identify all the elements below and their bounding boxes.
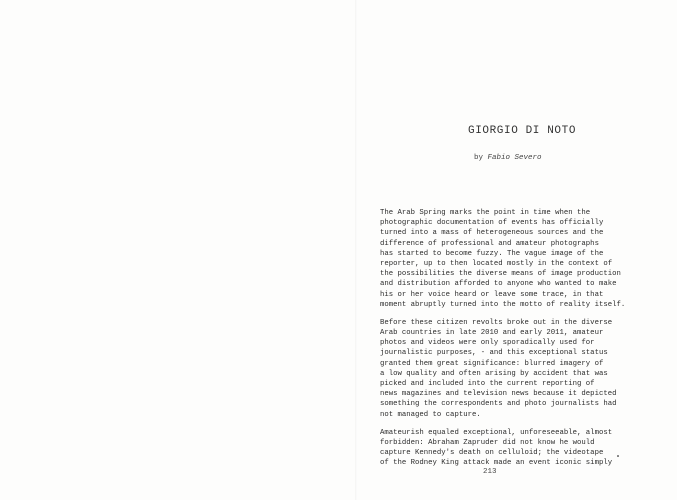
text-line: moment abruptly turned into the motto of reality itself. [380, 300, 626, 309]
text-line: journalistic purposes, - and this exceptional status [380, 349, 608, 358]
paragraph [380, 318, 660, 420]
gutter-shadow [355, 0, 357, 500]
text-line: turned into a mass of heterogeneous sources and the [380, 229, 604, 238]
text-line: has started to become fuzzy. The vague image of the [380, 249, 604, 258]
text-line: of the Rodney King attack made an event iconic simply [380, 459, 613, 468]
article-body [380, 208, 660, 477]
scan-speck [617, 455, 619, 457]
text-line: forbidden: Abraham Zapruder did not know he would [380, 438, 595, 447]
text-line: news magazines and television news because it depicted [380, 390, 617, 399]
text-line: a low quality and often arising by accident that was [380, 369, 608, 378]
text-line: The Arab Spring marks the point in time when the [380, 209, 591, 217]
text-line: Arab countries in late 2010 and early 2011, amateur [380, 329, 604, 338]
text-line: capture Kennedy's death on celluloid; the videotape [380, 449, 604, 458]
article-title: GIORGIO DI NOTO [468, 125, 577, 137]
text-line: not managed to capture. [380, 410, 481, 419]
text-line: photos and videos were only sporadically used for [380, 339, 595, 348]
text-line: the possibilities the diverse means of image production [380, 270, 621, 279]
byline [474, 154, 542, 162]
text-line: Amateurish equaled exceptional, unforeseeable, almost [380, 428, 613, 437]
text-line: photographic documentation of events has officially [380, 219, 604, 228]
text-line: something the correspondents and photo journalists had [380, 400, 617, 409]
paragraph [380, 208, 660, 310]
text-line: his or her voice heard or leave some trace, in that [380, 290, 604, 299]
text-line: and distribution afforded to anyone who wanted to make [380, 280, 617, 289]
byline-author: Fabio Severo [487, 154, 542, 162]
text-line: Before these citizen revolts broke out in the diverse [380, 318, 613, 327]
text-line: reporter, up to then located mostly in the context of [380, 259, 613, 268]
page-number: 213 [483, 468, 497, 476]
text-line: difference of professional and amateur photographs [380, 239, 599, 248]
byline-prefix: by [474, 154, 484, 162]
paragraph [380, 428, 660, 469]
text-line: picked and included into the current reporting of [380, 380, 595, 388]
text-line: granted them great significance: blurred imagery of [380, 359, 604, 368]
